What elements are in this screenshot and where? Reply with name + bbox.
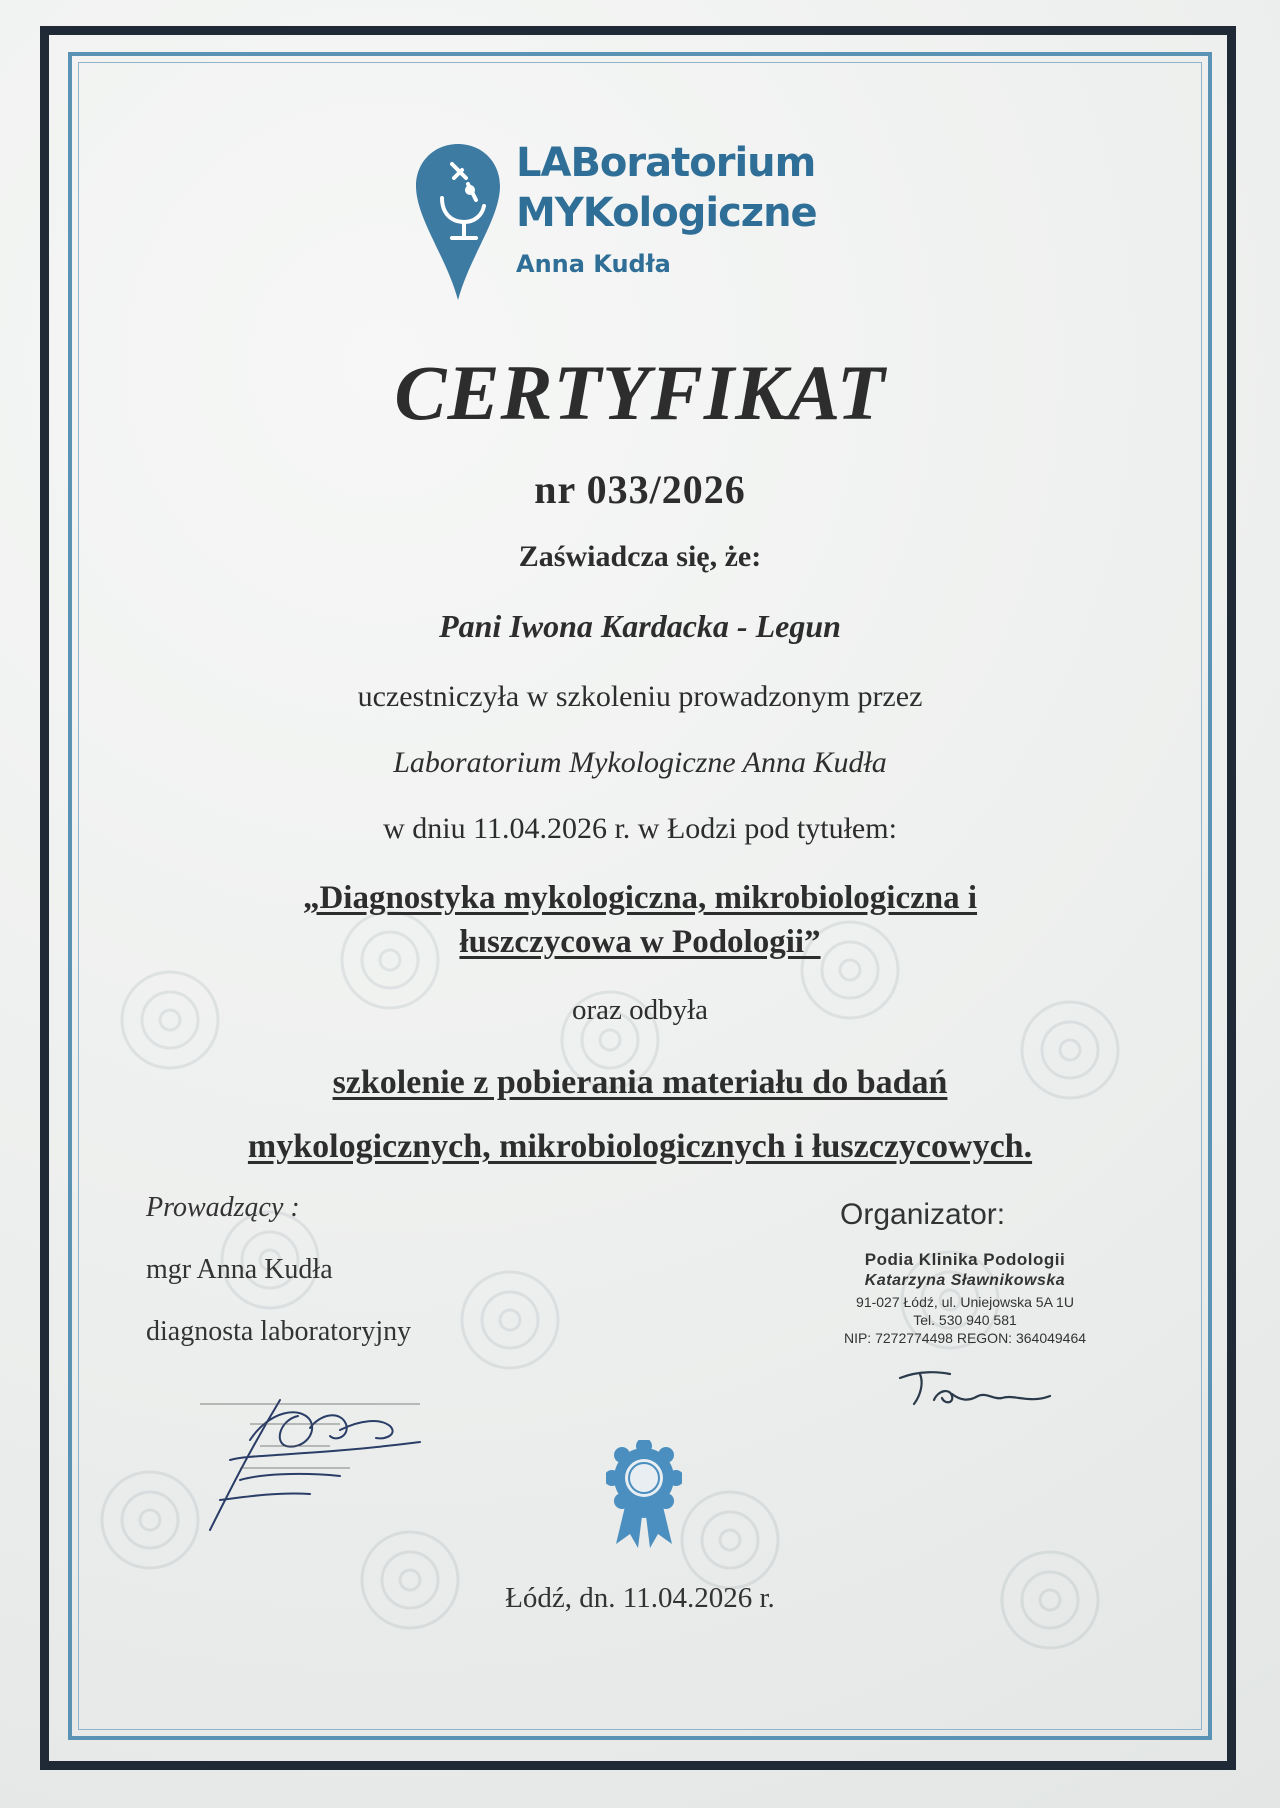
stamp-owner-name: Katarzyna Sławnikowska bbox=[864, 1272, 1066, 1289]
attestation-text: Zaświadcza się, że: bbox=[518, 540, 762, 573]
logo-line-1: LABoratorium bbox=[516, 140, 816, 186]
instructor-signature-stamp bbox=[190, 1380, 450, 1540]
stamp-clinic-name: Podia Klinika Podologii bbox=[864, 1250, 1066, 1269]
microscope-pin-logo-icon bbox=[412, 140, 504, 304]
organizer-label: Organizator: bbox=[840, 1198, 1006, 1231]
stamp-phone: Tel. 530 940 581 bbox=[913, 1312, 1017, 1328]
instructor-title: diagnosta laboratoryjny bbox=[146, 1316, 412, 1347]
organizer-stamp bbox=[780, 1250, 1150, 1346]
also-text: oraz odbyła bbox=[571, 994, 709, 1026]
date-place-text: w dniu 11.04.2026 r. w Łodzi pod tytułem: bbox=[383, 812, 897, 845]
instructor-name: mgr Anna Kudła bbox=[146, 1254, 333, 1285]
logo-line-2: MYKologiczne bbox=[516, 190, 817, 236]
logo-owner-name: Anna Kudła bbox=[516, 250, 671, 278]
training-line-2: mykologicznych, mikrobiologicznych i łuszczycowych. bbox=[247, 1128, 1033, 1165]
certificate-title: CERTYFIKAT bbox=[394, 349, 886, 436]
stamp-tax-ids: NIP: 7272774498 REGON: 364049464 bbox=[843, 1330, 1087, 1346]
training-line-1: szkolenie z pobierania materiału do badań bbox=[332, 1064, 948, 1101]
organizer-name: Laboratorium Mykologiczne Anna Kudła bbox=[393, 746, 887, 779]
instructor-label: Prowadzący : bbox=[146, 1192, 300, 1223]
instructor-block bbox=[146, 1192, 411, 1378]
recipient-name: Pani Iwona Kardacka - Legun bbox=[439, 608, 841, 644]
organizer-signature bbox=[890, 1360, 1060, 1420]
course-title-line-2: łuszczycowa w Podologii” bbox=[459, 924, 821, 960]
place-date: Łódź, dn. 11.04.2026 r. bbox=[505, 1582, 775, 1614]
course-title-line-1: „Diagnostyka mykologiczna, mikrobiologiczna i bbox=[302, 880, 978, 916]
certificate-number: nr 033/2026 bbox=[534, 467, 746, 512]
lab-logo bbox=[412, 140, 852, 310]
participation-text: uczestniczyła w szkoleniu prowadzonym przez bbox=[357, 680, 923, 713]
award-rosette-icon bbox=[606, 1440, 682, 1550]
stamp-address: 91-027 Łódź, ul. Uniejowska 5A 1U bbox=[856, 1294, 1074, 1310]
